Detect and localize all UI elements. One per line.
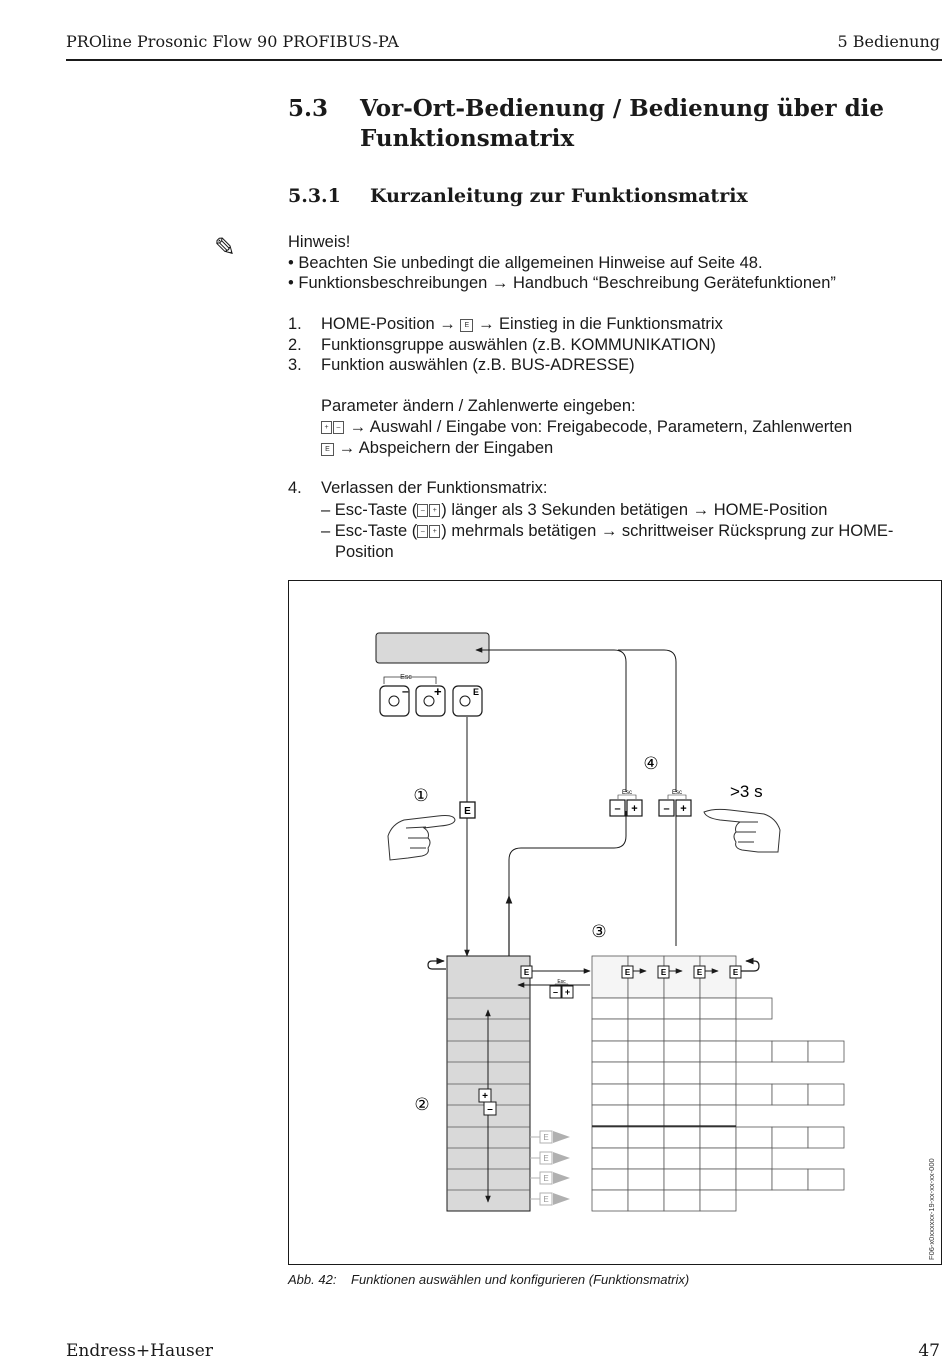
marker-3: ③	[591, 922, 607, 942]
param-heading: Parameter ändern / Zahlenwerte eingeben:	[321, 396, 636, 415]
svg-text:+: +	[434, 684, 442, 699]
e-button-icon	[453, 686, 482, 716]
step-4-item: – Esc-Taste ( – + ) mehrmals betätigen → schrittweiser Rücksprung zur HOME-	[321, 522, 894, 540]
caption-text: Funktionen auswählen und konfigurieren (Funktionsmatrix)	[351, 1272, 690, 1287]
marker-4: ④	[643, 754, 659, 774]
step-list	[288, 314, 893, 562]
step-4: 4. Verlassen der Funktionsmatrix:	[288, 479, 548, 497]
figure-code: F06-x0xxxxxx-19-xx-xx-xx-000	[927, 1158, 936, 1260]
function-matrix-grid	[592, 956, 844, 1211]
header-chapter: 5 Bedienung	[837, 32, 940, 51]
svg-text:+: +	[680, 803, 687, 815]
subsection-title	[288, 185, 748, 207]
step-1: 1. HOME-Position → E → Einstieg in die Funktionsmatrix	[288, 315, 723, 333]
e-arrow-icon	[530, 1131, 570, 1143]
marker-1: ①	[413, 786, 429, 806]
section-title	[288, 94, 884, 154]
esc-keys-icon	[550, 979, 573, 998]
esc-label: Esc	[400, 674, 412, 681]
svg-text:+: +	[482, 1091, 488, 1102]
note-bullet: • Funktionsbeschreibungen → Handbuch “Beschreibung Gerätefunktionen”	[288, 274, 836, 292]
header-title: PROline Prosonic Flow 90 PROFIBUS-PA	[66, 32, 399, 51]
step-4-item: – Esc-Taste ( – + ) länger als 3 Sekunden betätigen → HOME-Position	[321, 500, 828, 519]
note-block	[288, 232, 836, 294]
subsection-number: 5.3.1	[288, 185, 341, 207]
hand-pointer-icon	[704, 809, 780, 852]
svg-text:E: E	[543, 1174, 549, 1183]
esc-keys-icon	[659, 790, 691, 816]
svg-text:E: E	[523, 968, 530, 977]
svg-text:E: E	[473, 687, 480, 697]
e-arrow-icon	[530, 1172, 570, 1184]
section-title-line1: Vor-Ort-Bedienung / Bedienung über die	[360, 95, 885, 122]
e-arrow-icon	[530, 1152, 570, 1164]
function-matrix-diagram	[288, 580, 942, 1265]
svg-text:E: E	[624, 968, 631, 977]
svg-text:E: E	[543, 1133, 549, 1142]
e-key-icon: E	[460, 319, 473, 332]
note-heading: Hinweis!	[288, 233, 351, 251]
svg-text:E: E	[543, 1195, 549, 1204]
section-title-line2: Funktionsmatrix	[360, 125, 575, 152]
svg-text:E: E	[464, 806, 471, 817]
minus-button-icon	[380, 684, 409, 716]
header-rule	[66, 59, 942, 61]
svg-text:E: E	[660, 968, 667, 977]
param-save: E → Abspeichern der Eingaben	[288, 438, 893, 459]
section-number: 5.3	[288, 95, 329, 122]
display-icon	[376, 633, 489, 663]
marker-2: ②	[414, 1095, 430, 1115]
plus-minus-keys-icon: + –	[321, 416, 345, 437]
esc-keys-icon: – +	[417, 499, 441, 520]
step-4-item-cont: Position	[335, 542, 394, 561]
step-2: 2. Funktionsgruppe auswählen (z.B. KOMMUNIKATION)	[288, 335, 716, 354]
figure-caption	[288, 1272, 689, 1287]
page-number: 47	[918, 1341, 940, 1361]
hand-pointer-icon	[388, 816, 455, 861]
step-3: 3. Funktion auswählen (z.B. BUS-ADRESSE)	[288, 356, 635, 374]
footer-brand: Endress+Hauser	[66, 1341, 213, 1361]
svg-text:+: +	[631, 803, 638, 815]
plus-button-icon	[416, 684, 445, 716]
svg-text:E: E	[543, 1154, 549, 1163]
caption-label: Abb. 42:	[288, 1272, 337, 1287]
pencil-icon: ✎	[214, 232, 236, 262]
subsection-title-text: Kurzanleitung zur Funktionsmatrix	[370, 185, 748, 207]
svg-text:–: –	[552, 987, 559, 997]
svg-text:–: –	[663, 803, 670, 815]
param-select: + – → Auswahl / Eingabe von: Freigabecode, Parametern, Zahlenwerten	[288, 416, 893, 438]
esc-keys-icon: – +	[417, 520, 441, 541]
svg-text:Esc: Esc	[671, 790, 683, 796]
e-arrow-icon	[530, 1193, 570, 1205]
e-key-icon: E	[321, 443, 334, 456]
svg-text:Esc: Esc	[557, 979, 566, 985]
time-label: >3 s	[730, 782, 763, 801]
note-bullet: • Beachten Sie unbedingt die allgemeinen Hinweise auf Seite 48.	[288, 253, 763, 272]
svg-text:–: –	[402, 684, 409, 698]
svg-text:–: –	[487, 1104, 493, 1115]
svg-text:–: –	[614, 803, 621, 815]
svg-text:E: E	[696, 968, 703, 977]
svg-text:Esc: Esc	[621, 790, 633, 796]
svg-text:E: E	[732, 968, 739, 977]
e-key-icon	[521, 966, 532, 978]
svg-text:+: +	[564, 987, 571, 997]
e-key-icon	[460, 802, 475, 818]
